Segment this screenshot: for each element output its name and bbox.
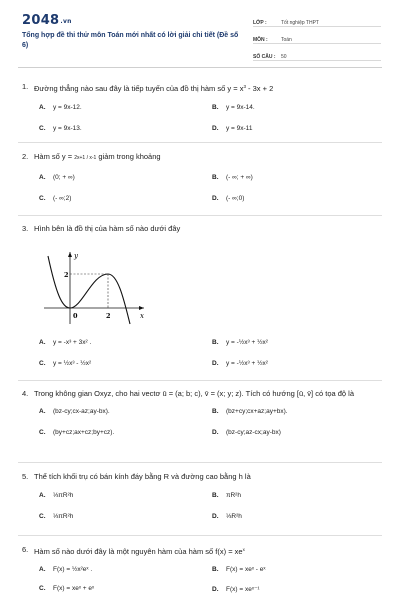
- question-text: [34, 151, 382, 164]
- option-b[interactable]: [212, 104, 255, 111]
- question-text-part: Hàm số y =: [34, 152, 75, 161]
- x-axis-arrow: [139, 306, 144, 310]
- question-head: [22, 388, 382, 399]
- answer-options: [22, 339, 382, 379]
- question-text: Hình bên là đồ thị của hàm số nào dưới đây: [34, 224, 181, 233]
- option-text: y = 9x-13.: [53, 125, 82, 132]
- question-6: [22, 544, 382, 606]
- y-axis-label: y: [74, 252, 78, 260]
- option-text: F(x) = xeˣ + eˣ: [53, 585, 95, 592]
- option-letter: B.: [212, 339, 219, 346]
- question-number: 1.: [22, 82, 29, 91]
- option-text: F(x) = ½x²eˣ .: [53, 566, 93, 573]
- option-c[interactable]: [39, 195, 71, 202]
- option-text: y = -½x³ + ½x²: [226, 339, 268, 346]
- question-text: Thể tích khối trụ có bán kính đáy bằng R và đường cao bằng h là: [34, 472, 251, 481]
- question-number: 2.: [22, 152, 29, 161]
- option-d[interactable]: [212, 360, 268, 367]
- option-a[interactable]: [39, 566, 92, 573]
- x-axis-label: x: [140, 312, 144, 320]
- option-text: ⅓R²h: [226, 513, 242, 520]
- question-number: 3.: [22, 224, 29, 233]
- option-text: πR²h: [226, 492, 241, 499]
- question-text: [34, 81, 382, 94]
- option-c[interactable]: [39, 360, 91, 367]
- option-d[interactable]: [212, 125, 252, 132]
- meta-label: LỚP :: [253, 20, 267, 26]
- option-letter: C.: [39, 195, 46, 202]
- option-letter: A.: [39, 566, 46, 573]
- option-text: y = 9x-14.: [226, 104, 255, 111]
- option-c[interactable]: [39, 513, 73, 520]
- question-text: Trong không gian Oxyz, cho hai vectơ ū = (a; b; c), v̄ = (x; y; z). Tích có hướng [ū, v̄] có tọa độ là: [34, 389, 355, 398]
- option-b[interactable]: [212, 492, 241, 499]
- question-text-part: giảm trong khoảng: [96, 152, 161, 161]
- option-letter: D.: [212, 125, 219, 132]
- option-c[interactable]: [39, 429, 114, 436]
- question-3: [22, 223, 382, 234]
- option-letter: D.: [212, 360, 219, 367]
- question-1: [22, 81, 382, 144]
- option-letter: A.: [39, 174, 46, 181]
- question-2: [22, 151, 382, 214]
- question-separator: [18, 380, 382, 381]
- option-letter: B.: [212, 104, 219, 111]
- meta-label: MÔN :: [253, 37, 268, 43]
- option-b[interactable]: [212, 566, 265, 573]
- question-head: [22, 81, 382, 94]
- option-a[interactable]: [39, 174, 75, 181]
- question-head: [22, 223, 382, 234]
- option-letter: B.: [212, 566, 219, 573]
- question-number: 4.: [22, 389, 29, 398]
- option-c[interactable]: [39, 585, 94, 592]
- option-text: (bz-cy;az-cx;ay-bx): [226, 429, 281, 436]
- option-d[interactable]: [212, 585, 260, 593]
- option-text: F(x) = xeˣ⁻¹: [226, 586, 260, 593]
- meta-label: SỐ CÂU :: [253, 54, 276, 60]
- option-text: (bz+cy;cx+az;ay+bx).: [226, 408, 288, 415]
- option-b[interactable]: [212, 408, 288, 415]
- option-letter: A.: [39, 492, 46, 499]
- y-tick-label: 2: [64, 271, 69, 279]
- option-text: y = 9x-11: [226, 125, 253, 132]
- function-graph: [40, 248, 150, 326]
- option-d[interactable]: [212, 195, 244, 202]
- option-text: ⅓πR²h: [53, 513, 74, 520]
- option-text: ⅓πR²h: [53, 492, 74, 499]
- document-meta: [253, 13, 381, 64]
- question-4: [22, 388, 382, 448]
- option-text: (- ∞;2): [53, 195, 72, 202]
- question-head: [22, 544, 382, 557]
- logo-tld: .vn: [60, 18, 72, 25]
- option-text: (by+cz;ax+cz;by+cz).: [53, 429, 115, 436]
- document-header: [0, 0, 400, 64]
- option-letter: D.: [212, 513, 219, 520]
- option-letter: B.: [212, 492, 219, 499]
- question-text-sup: 3: [243, 84, 246, 89]
- option-letter: A.: [39, 408, 46, 415]
- header-divider: [18, 67, 382, 68]
- question-5: [22, 471, 382, 532]
- y-axis-arrow: [68, 252, 72, 257]
- question-text-fraction: 2x+1 / x-1: [74, 155, 97, 161]
- option-c[interactable]: [39, 125, 82, 132]
- question-separator: [18, 142, 382, 143]
- option-a[interactable]: [39, 408, 110, 415]
- option-a[interactable]: [39, 492, 73, 499]
- option-d[interactable]: [212, 429, 281, 436]
- option-text: y = 9x-12.: [53, 104, 82, 111]
- option-text: y = -½x³ + ½x²: [226, 360, 268, 367]
- option-text: y = ½x³ - ½x²: [53, 360, 92, 367]
- option-letter: D.: [212, 586, 219, 593]
- answer-options: [22, 492, 382, 532]
- question-head: [22, 151, 382, 164]
- option-letter: C.: [39, 125, 46, 132]
- origin-label: 0: [73, 312, 78, 320]
- option-a[interactable]: [39, 104, 82, 111]
- x-tick-label: 2: [106, 312, 111, 320]
- question-number: 5.: [22, 472, 29, 481]
- question-number: 6.: [22, 545, 29, 554]
- option-letter: D.: [212, 195, 219, 202]
- option-text: (- ∞;0): [226, 195, 245, 202]
- meta-row-class: [253, 13, 381, 27]
- option-a[interactable]: [39, 339, 91, 346]
- site-logo[interactable]: [22, 13, 72, 28]
- option-letter: B.: [212, 408, 219, 415]
- answer-options: [22, 566, 382, 606]
- question-text-part: Hàm số nào dưới đây là một nguyên hàm của hàm số f(x) = xe: [34, 547, 243, 556]
- option-letter: A.: [39, 339, 46, 346]
- question-text-part: Đường thẳng nào sau đây là tiếp tuyến của đồ thị hàm số y = x: [34, 84, 244, 93]
- option-letter: C.: [39, 429, 46, 436]
- option-text: y = -x³ + 3x² .: [53, 339, 92, 346]
- question-text: [34, 544, 382, 557]
- option-letter: C.: [39, 585, 46, 592]
- option-text: (0; + ∞): [53, 174, 75, 181]
- answer-options: [22, 408, 382, 448]
- question-3-options: [22, 339, 382, 379]
- question-text-sup: x: [242, 547, 245, 552]
- option-letter: D.: [212, 429, 219, 436]
- function-curve: [48, 256, 130, 324]
- question-separator: [18, 462, 382, 463]
- option-letter: B.: [212, 174, 219, 181]
- logo-main: 2048: [22, 13, 60, 28]
- meta-value: Toán: [281, 37, 292, 43]
- option-letter: A.: [39, 104, 46, 111]
- option-text: F(x) = xeˣ - eˣ: [226, 566, 266, 573]
- question-text-part: - 3x + 2: [245, 84, 274, 93]
- question-separator: [18, 535, 382, 536]
- meta-row-subject: [253, 30, 381, 44]
- option-letter: C.: [39, 513, 46, 520]
- document-title: Tổng hợp đề thi thử môn Toán mới nhất có lời giải chi tiết (Đề số 6): [22, 32, 239, 49]
- option-text: (bz-cy;cx-az;ay-bx).: [53, 408, 110, 415]
- question-separator: [18, 215, 382, 216]
- meta-value: Tốt nghiệp THPT: [281, 20, 319, 26]
- option-b[interactable]: [212, 174, 253, 181]
- option-b[interactable]: [212, 339, 268, 346]
- answer-options: [22, 104, 382, 144]
- meta-row-count: [253, 47, 381, 61]
- option-d[interactable]: [212, 513, 242, 520]
- meta-value: 50: [281, 54, 287, 60]
- option-letter: C.: [39, 360, 46, 367]
- answer-options: [22, 174, 382, 214]
- question-head: [22, 471, 382, 482]
- option-text: (- ∞; + ∞): [226, 174, 253, 181]
